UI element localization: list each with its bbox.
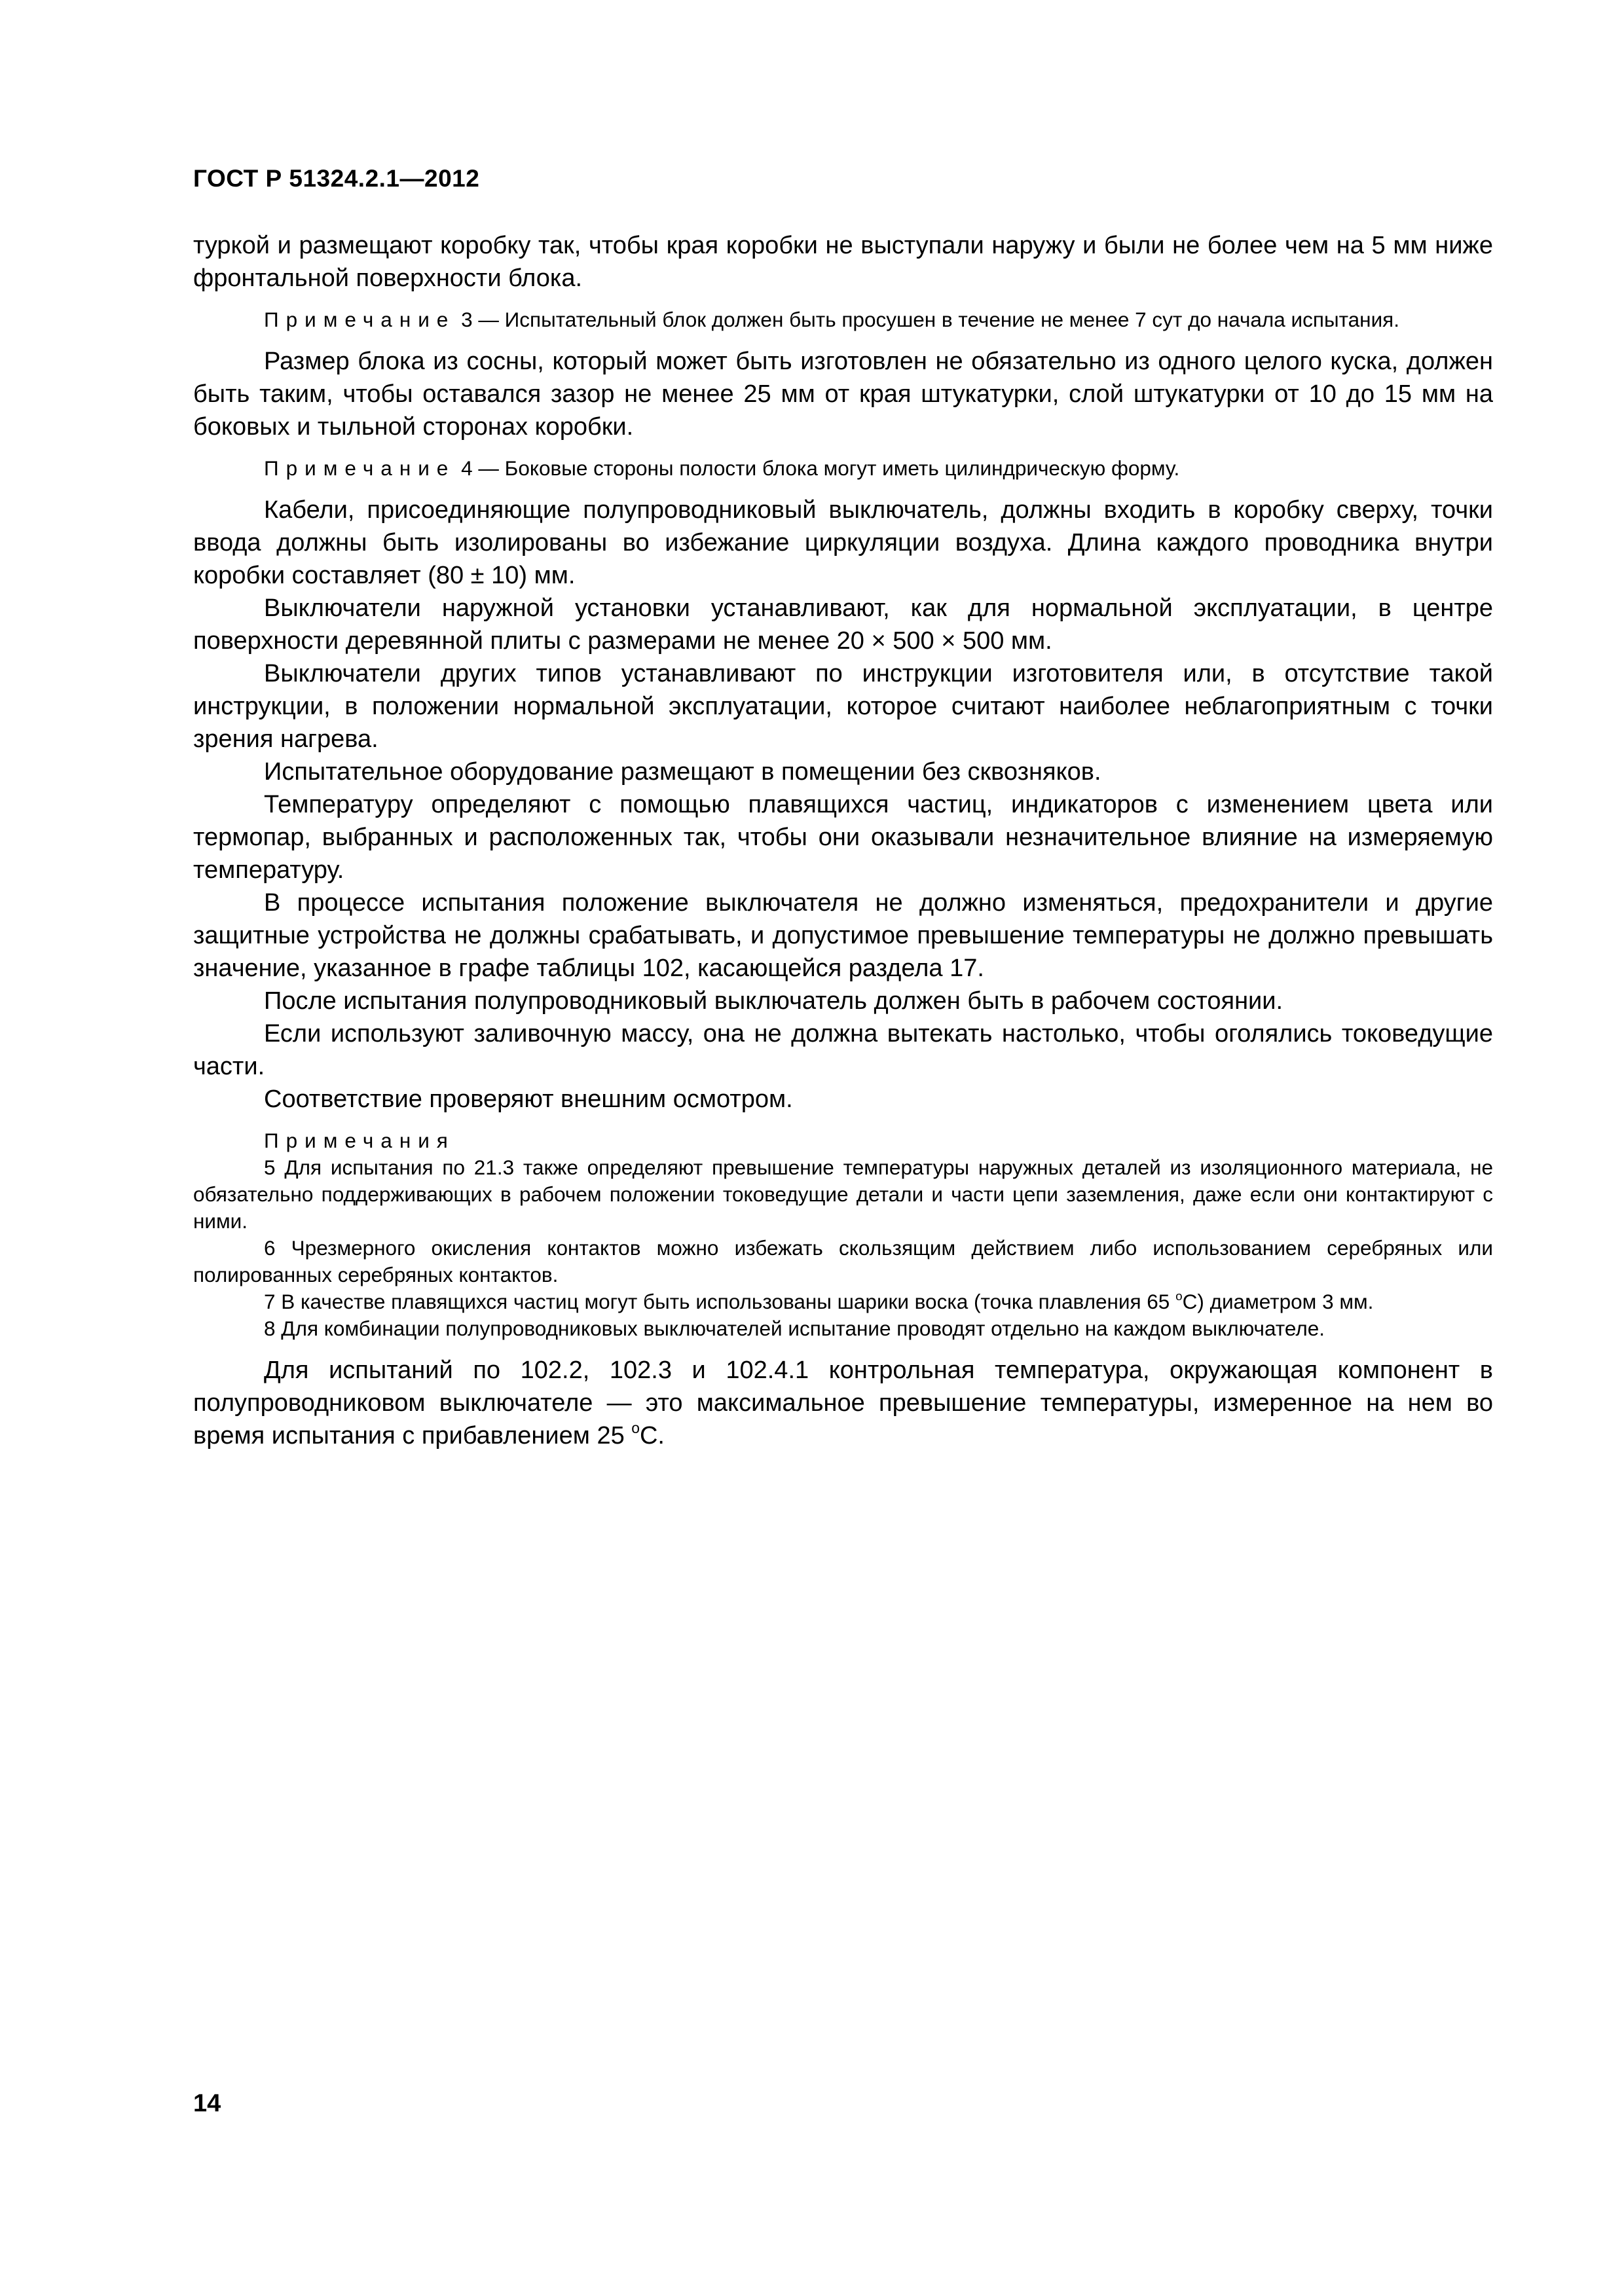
note-label: Примечание bbox=[264, 456, 456, 480]
paragraph-continuation: туркой и размещают коробку так, чтобы края коробки не выступали наружу и были не более чем на 5 мм ниже фронтальной поверхности блока. bbox=[193, 232, 1493, 292]
paragraph-cables: Кабели, присоединяющие полупроводниковый выключатель, должны входить в коробку сверху, точки ввода должны быть изолированы во избежание циркуляции воздуха. Длина каждого проводника внутри коробки составляет (80 ± 10) мм. bbox=[193, 496, 1493, 589]
paragraph-control-temperature bbox=[193, 1354, 1493, 1452]
paragraph-other-switches: Выключатели других типов устанавливают по инструкции изготовителя или, в отсутствие такой инструкции, в положении нормальной эксплуатации, которое считают наиболее неблагоприятным с точки зрения нагрева. bbox=[193, 660, 1493, 753]
note-3 bbox=[193, 306, 1493, 333]
paragraph-test-process: В процессе испытания положение выключателя не должно изменяться, предохранители и другие защитные устройства не должны срабатывать, и допустимое превышение температуры не должно превышать значение, указанное в графе таблицы 102, касающейся раздела 17. bbox=[193, 889, 1493, 982]
note-number: 4 bbox=[461, 456, 473, 480]
paragraph-after-test: После испытания полупроводниковый выключатель должен быть в рабочем состоянии. bbox=[264, 987, 1283, 1015]
note-6: 6 Чрезмерного окисления контактов можно избежать скользящим действием либо использованием серебряных или полированных серебряных контактов. bbox=[193, 1236, 1493, 1286]
degree-superscript: о bbox=[631, 1419, 640, 1437]
paragraph-text-before: Для испытаний по 102.2, 102.3 и 102.4.1 контрольная температура, окружающая компонент в полупроводниковом выключателе — это максимальное превышение температуры, измеренное на нем во время испытания с прибавлением 25 bbox=[193, 1357, 1493, 1449]
degree-superscript: о bbox=[1175, 1289, 1183, 1303]
note-4 bbox=[193, 455, 1493, 482]
note-5: 5 Для испытания по 21.3 также определяют превышение температуры наружных деталей из изоляционного материала, не обязательно поддерживающих в рабочем положении токоведущие детали и части цепи заземления, даже если они контактируют с ними. bbox=[193, 1156, 1493, 1233]
page-number: 14 bbox=[193, 2090, 221, 2117]
note-text: — Боковые стороны полости блока могут иметь цилиндрическую форму. bbox=[478, 456, 1180, 480]
note-8: 8 Для комбинации полупроводниковых выключателей испытание проводят отдельно на каждом выключателе. bbox=[264, 1317, 1325, 1340]
paragraph-potting-compound: Если используют заливочную массу, она не должна вытекать настолько, чтобы оголялись токоведущие части. bbox=[193, 1020, 1493, 1080]
paragraph-outdoor-switches: Выключатели наружной установки устанавливают, как для нормальной эксплуатации, в центре поверхности деревянной плиты с размерами не менее 20 × 500 × 500 мм. bbox=[193, 594, 1493, 655]
document-body bbox=[193, 229, 1493, 1452]
notes-heading bbox=[193, 1127, 1493, 1154]
paragraph-compliance: Соответствие проверяют внешним осмотром. bbox=[264, 1085, 793, 1113]
paragraph-block-size: Размер блока из сосны, который может быть изготовлен не обязательно из одного целого куска, должен быть таким, чтобы оставался зазор не менее 25 мм от края штукатурки, слой штукатурки от 10 до 15 мм на боковых и тыльной сторонах коробки. bbox=[193, 348, 1493, 441]
note-7 bbox=[193, 1288, 1493, 1315]
notes-heading-label: Примечания bbox=[264, 1129, 455, 1152]
paragraph-test-equipment: Испытательное оборудование размещают в помещении без сквозняков. bbox=[264, 758, 1101, 786]
note-7-text-before: 7 В качестве плавящихся частиц могут быть использованы шарики воска (точка плавления 65 bbox=[264, 1290, 1176, 1313]
paragraph-text-after: С. bbox=[639, 1422, 665, 1449]
note-number: 3 bbox=[461, 308, 473, 331]
paragraph-temperature: Температуру определяют с помощью плавящихся частиц, индикаторов с изменением цвета или термопар, выбранных и расположенных так, чтобы они оказывали незначительное влияние на измеряемую температуру. bbox=[193, 791, 1493, 884]
note-text: — Испытательный блок должен быть просушен в течение не менее 7 сут до начала испытания. bbox=[478, 308, 1399, 331]
note-7-text-after: С) диаметром 3 мм. bbox=[1182, 1290, 1374, 1313]
document-code-header: ГОСТ Р 51324.2.1—2012 bbox=[193, 165, 480, 192]
note-label: Примечание bbox=[264, 308, 456, 331]
